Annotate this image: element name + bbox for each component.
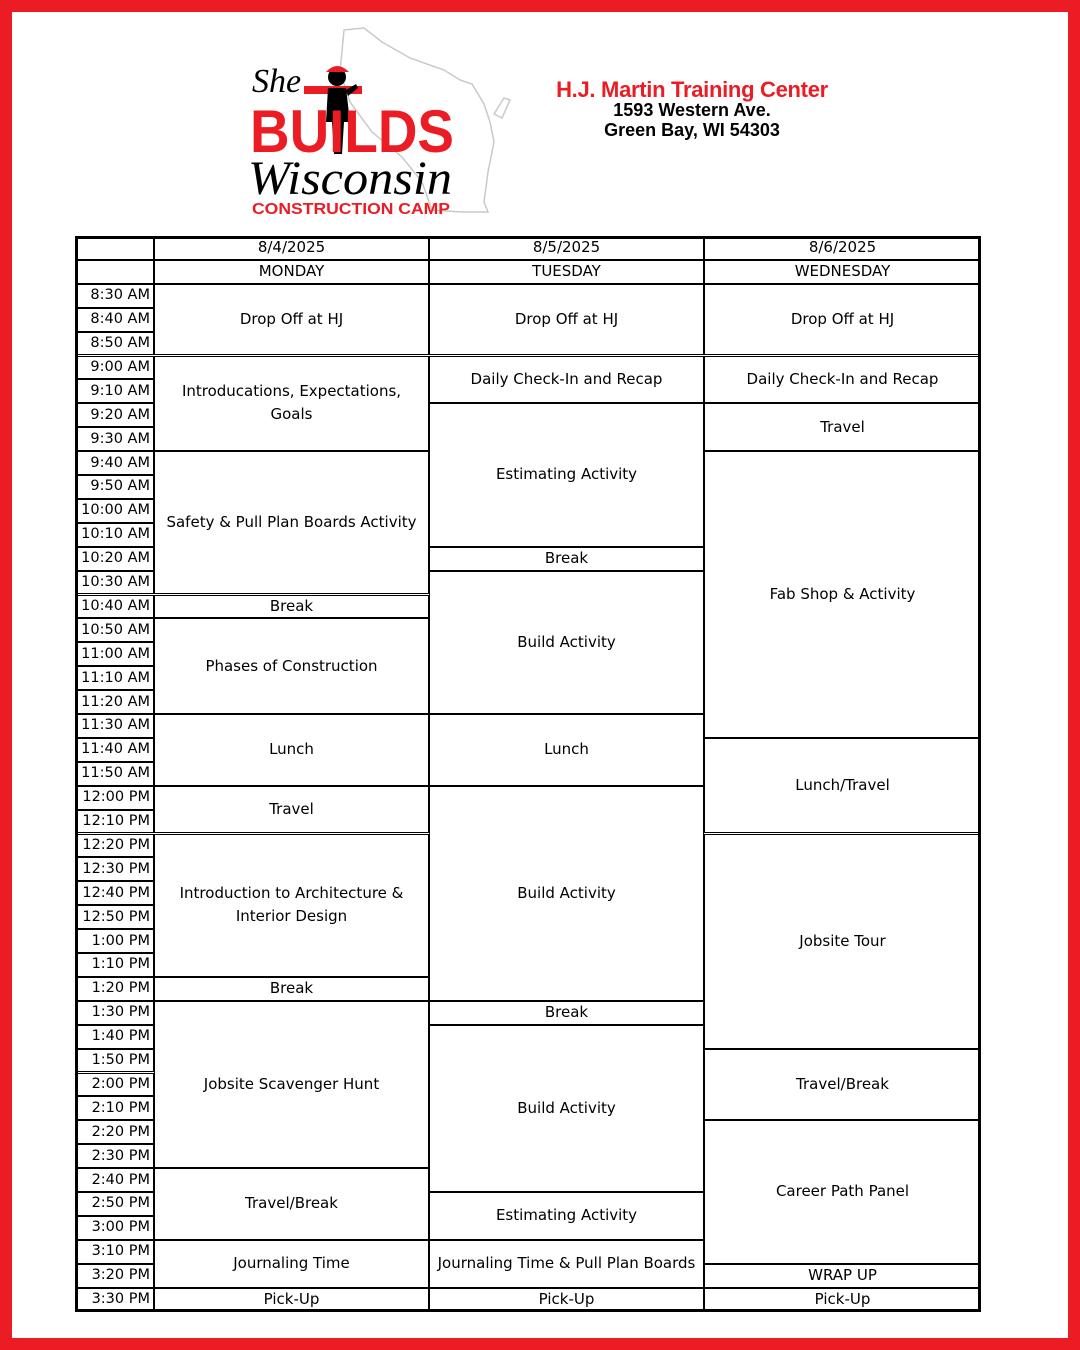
day-date-header: 8/6/2025 bbox=[704, 236, 981, 260]
logo-builds: BUILDS bbox=[250, 98, 454, 165]
time-slot: 12:40 PM bbox=[75, 881, 154, 905]
activity-block: Pick-Up bbox=[429, 1288, 704, 1312]
logo-wisconsin: Wisconsin bbox=[248, 152, 452, 205]
activity-block: Estimating Activity bbox=[429, 403, 704, 546]
activity-block: Travel/Break bbox=[154, 1168, 429, 1240]
time-slot: 9:30 AM bbox=[75, 427, 154, 451]
time-slot: 1:30 PM bbox=[75, 1001, 154, 1025]
activity-block: Jobsite Tour bbox=[704, 834, 981, 1049]
time-slot: 8:50 AM bbox=[75, 332, 154, 356]
time-slot: 11:30 AM bbox=[75, 714, 154, 738]
day-weekday-header: WEDNESDAY bbox=[704, 260, 981, 284]
activity-block: Lunch/Travel bbox=[704, 738, 981, 834]
time-slot: 9:20 AM bbox=[75, 403, 154, 427]
day-weekday-header: MONDAY bbox=[154, 260, 429, 284]
time-slot: 1:00 PM bbox=[75, 929, 154, 953]
time-slot: 9:50 AM bbox=[75, 475, 154, 499]
activity-block: Travel bbox=[154, 786, 429, 834]
time-slot: 12:20 PM bbox=[75, 834, 154, 858]
activity-block: Travel/Break bbox=[704, 1049, 981, 1121]
activity-block: Safety & Pull Plan Boards Activity bbox=[154, 451, 429, 594]
time-slot: 3:20 PM bbox=[75, 1264, 154, 1288]
time-slot: 2:50 PM bbox=[75, 1192, 154, 1216]
activity-block: Lunch bbox=[429, 714, 704, 786]
time-slot: 10:00 AM bbox=[75, 499, 154, 523]
time-slot: 2:10 PM bbox=[75, 1096, 154, 1120]
activity-block: Journaling Time & Pull Plan Boards bbox=[429, 1240, 704, 1288]
time-slot: 10:40 AM bbox=[75, 595, 154, 619]
time-slot: 3:00 PM bbox=[75, 1216, 154, 1240]
time-slot: 12:00 PM bbox=[75, 786, 154, 810]
venue-info bbox=[532, 77, 852, 140]
time-slot: 2:00 PM bbox=[75, 1073, 154, 1097]
time-slot: 8:30 AM bbox=[75, 284, 154, 308]
activity-block: Break bbox=[154, 977, 429, 1001]
activity-block: Pick-Up bbox=[154, 1288, 429, 1312]
time-slot: 10:20 AM bbox=[75, 547, 154, 571]
time-slot: 1:20 PM bbox=[75, 977, 154, 1001]
time-slot: 1:40 PM bbox=[75, 1025, 154, 1049]
activity-block: Journaling Time bbox=[154, 1240, 429, 1288]
time-slot: 1:50 PM bbox=[75, 1049, 154, 1073]
activity-block: Introducations, Expectations, Goals bbox=[154, 356, 429, 452]
activity-block: Drop Off at HJ bbox=[704, 284, 981, 356]
venue-name: H.J. Martin Training Center bbox=[556, 77, 828, 102]
activity-block: Lunch bbox=[154, 714, 429, 786]
time-slot: 11:50 AM bbox=[75, 762, 154, 786]
time-slot: 3:30 PM bbox=[75, 1288, 154, 1312]
time-slot: 1:10 PM bbox=[75, 953, 154, 977]
activity-block: Estimating Activity bbox=[429, 1192, 704, 1240]
activity-block: Introduction to Architecture & Interior Design bbox=[154, 834, 429, 977]
activity-block: Phases of Construction bbox=[154, 618, 429, 714]
time-slot: 3:10 PM bbox=[75, 1240, 154, 1264]
venue-address-line2: Green Bay, WI 54303 bbox=[604, 120, 780, 140]
time-slot: 10:10 AM bbox=[75, 523, 154, 547]
time-slot: 11:10 AM bbox=[75, 666, 154, 690]
time-slot: 8:40 AM bbox=[75, 308, 154, 332]
activity-block: Fab Shop & Activity bbox=[704, 451, 981, 738]
activity-block: Career Path Panel bbox=[704, 1120, 981, 1263]
activity-block: WRAP UP bbox=[704, 1264, 981, 1288]
time-slot: 9:40 AM bbox=[75, 451, 154, 475]
activity-block: Build Activity bbox=[429, 1025, 704, 1192]
day-date-header: 8/4/2025 bbox=[154, 236, 429, 260]
logo-construction-camp: CONSTRUCTION CAMP bbox=[252, 201, 451, 218]
activity-block: Break bbox=[429, 1001, 704, 1025]
time-slot: 2:40 PM bbox=[75, 1168, 154, 1192]
activity-block: Build Activity bbox=[429, 571, 704, 714]
logo-she: She bbox=[252, 63, 302, 100]
time-slot: 11:00 AM bbox=[75, 642, 154, 666]
time-slot: 9:00 AM bbox=[75, 356, 154, 380]
activity-block: Drop Off at HJ bbox=[154, 284, 429, 356]
time-slot: 11:40 AM bbox=[75, 738, 154, 762]
time-slot: 9:10 AM bbox=[75, 379, 154, 403]
activity-block: Drop Off at HJ bbox=[429, 284, 704, 356]
time-slot: 12:10 PM bbox=[75, 810, 154, 834]
activity-block: Break bbox=[154, 595, 429, 619]
time-slot: 10:50 AM bbox=[75, 618, 154, 642]
time-slot: 2:30 PM bbox=[75, 1144, 154, 1168]
schedule-table bbox=[75, 236, 981, 1312]
time-slot: 2:20 PM bbox=[75, 1120, 154, 1144]
day-weekday-header: TUESDAY bbox=[429, 260, 704, 284]
time-slot: 10:30 AM bbox=[75, 571, 154, 595]
activity-block: Break bbox=[429, 547, 704, 571]
day-date-header: 8/5/2025 bbox=[429, 236, 704, 260]
activity-block: Daily Check-In and Recap bbox=[704, 356, 981, 404]
she-builds-wisconsin-logo bbox=[232, 22, 532, 222]
activity-block: Pick-Up bbox=[704, 1288, 981, 1312]
schedule-page bbox=[12, 12, 1068, 1338]
activity-block: Daily Check-In and Recap bbox=[429, 356, 704, 404]
header-corner bbox=[75, 260, 154, 284]
venue-address-line1: 1593 Western Ave. bbox=[613, 100, 771, 120]
activity-block: Build Activity bbox=[429, 786, 704, 1001]
header-corner bbox=[75, 236, 154, 260]
time-slot: 12:50 PM bbox=[75, 905, 154, 929]
activity-block: Travel bbox=[704, 403, 981, 451]
time-slot: 11:20 AM bbox=[75, 690, 154, 714]
activity-block: Jobsite Scavenger Hunt bbox=[154, 1001, 429, 1168]
time-slot: 12:30 PM bbox=[75, 857, 154, 881]
